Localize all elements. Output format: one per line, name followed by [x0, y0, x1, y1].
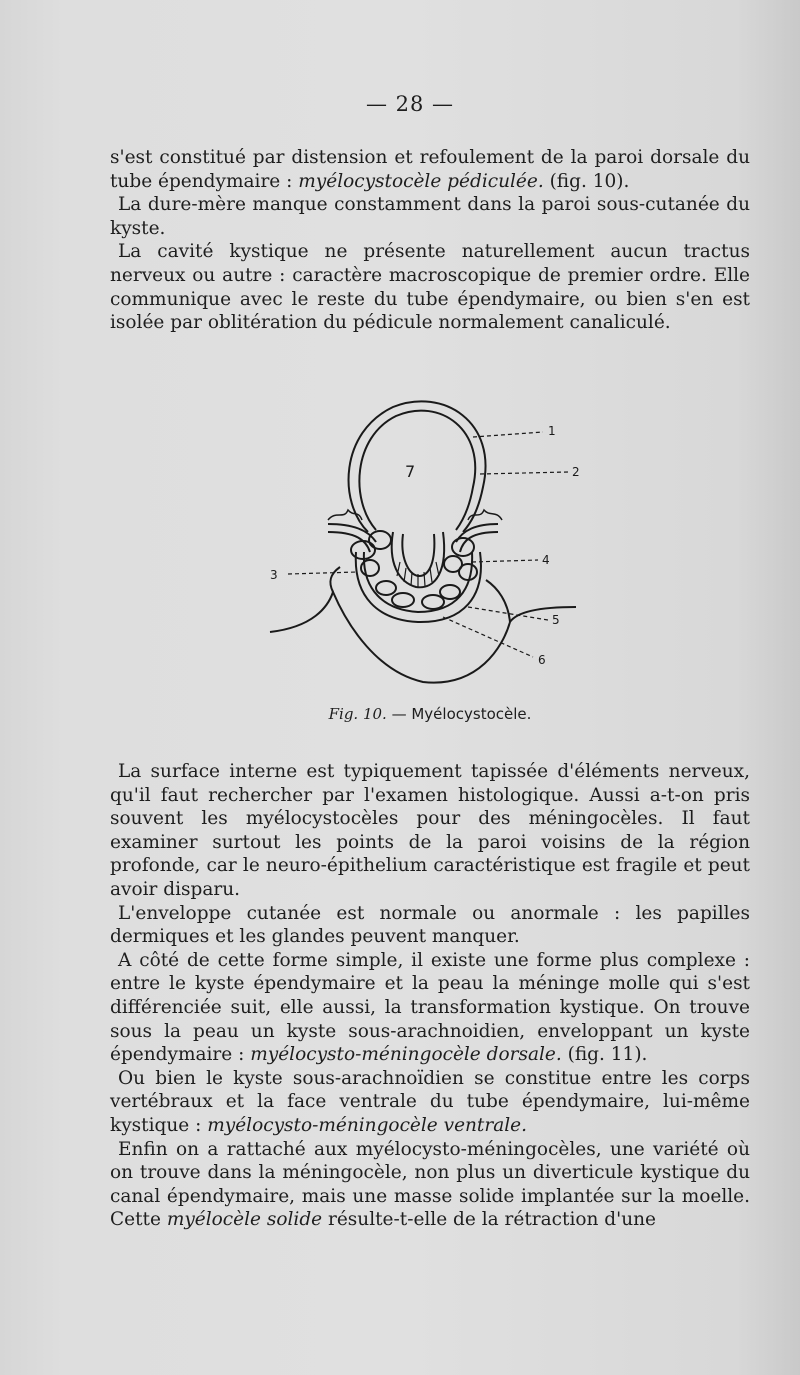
label-5: 5	[552, 613, 560, 627]
label-4: 4	[542, 553, 550, 567]
paragraph: La cavité kystique ne présente naturellement aucun tractus nerveux ou autre : caractère macroscopique de premier ordre. Elle communique avec le reste du tube épendymaire, ou bien s'en est isolée par oblitération du pédicule normalement canaliculé.	[110, 241, 750, 334]
paragraph: Enfin on a rattaché aux myélocysto-méningocèles, une variété où on trouve dans la méningocèle, non plus un diverticule kystique du canal épendymaire, mais une masse solide implantée sur la moelle. Cette myélocèle solide résulte-t-elle de la rétraction d'une	[110, 1138, 750, 1231]
paragraph: s'est constitué par distension et refoulement de la paroi dorsale du tube épendymaire : myélocystocèle pédiculée. (fig. 10).	[110, 147, 750, 192]
text-block-bottom	[110, 760, 750, 1232]
figure-myelocystocele	[258, 392, 598, 692]
paragraph: La surface interne est typiquement tapissée d'éléments nerveux, qu'il faut rechercher par l'examen histologique. Aussi a-t-on pris souvent les myélocystocèles pour des méningocèles. Il faut examiner surtout les points de la paroi voisins de la région profonde, car le neuro-épithelium caractéristique est fragile et peut avoir disparu.	[110, 761, 750, 900]
figure-caption: Fig. 10. — Myélocystocèle.	[328, 705, 532, 723]
label-2: 2	[572, 465, 580, 479]
paragraph: La dure-mère manque constamment dans la paroi sous-cutanée du kyste.	[110, 194, 750, 239]
text-block-top	[110, 146, 750, 335]
label-6: 6	[538, 653, 546, 667]
label-7: 7	[405, 462, 416, 481]
page-number: — 28 —	[365, 92, 455, 116]
label-1: 1	[548, 424, 556, 438]
label-3: 3	[270, 568, 278, 582]
paragraph: A côté de cette forme simple, il existe une forme plus complexe : entre le kyste épendymaire et la peau la méninge molle qui s'est différenciée suit, elle aussi, la transformation kystique. On trouve sous la peau un kyste sous-arachnoidien, enveloppant un kyste épendymaire : myélocysto-méningocèle dorsale. (fig. 11).	[110, 949, 750, 1066]
anatomical-diagram	[258, 392, 598, 692]
paragraph: L'enveloppe cutanée est normale ou anormale : les papilles dermiques et les glandes peuvent manquer.	[110, 902, 750, 948]
paragraph: Ou bien le kyste sous-arachnoïdien se constitue entre les corps vertébraux et la face ventrale du tube épendymaire, lui-même kystique : myélocysto-méningocèle ventrale.	[110, 1067, 750, 1136]
